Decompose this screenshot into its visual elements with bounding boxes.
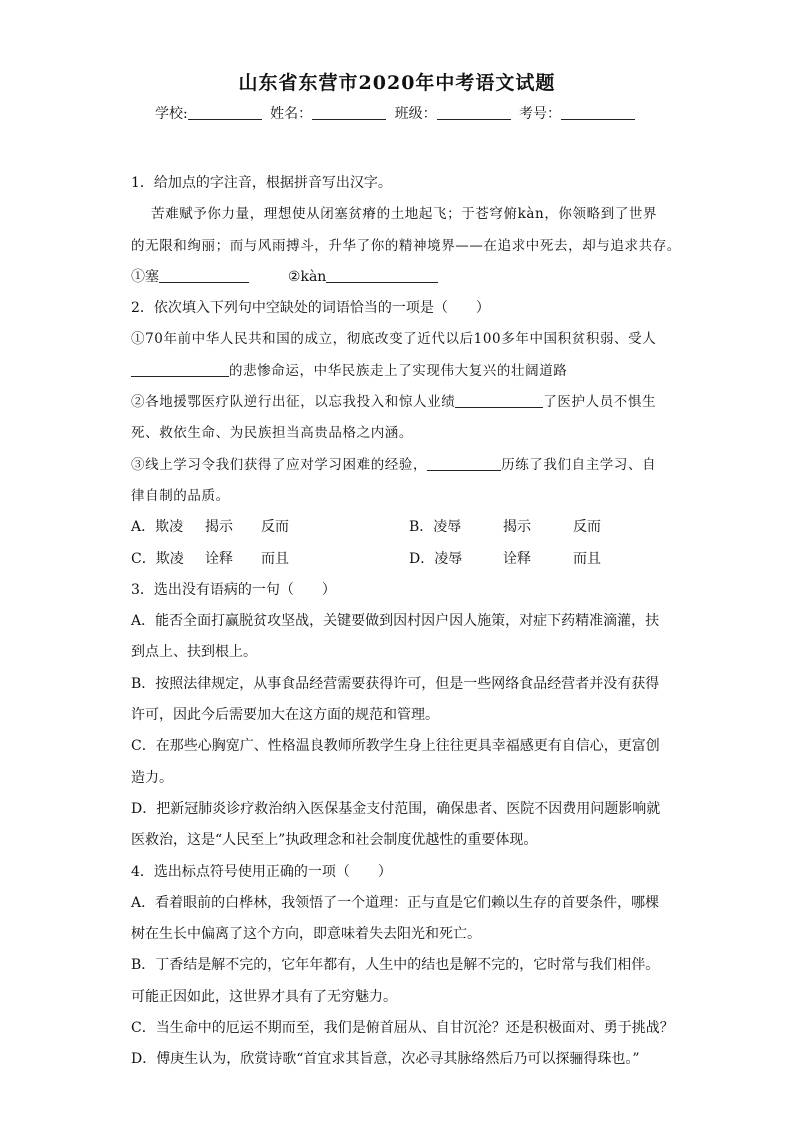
q4-option-d-line1[interactable]: D．傅庚生认为，欣赏诗歌“首宜求其旨意，次必寻其脉络然后乃可以探骊得珠也。” bbox=[131, 1051, 640, 1068]
name-blank[interactable] bbox=[312, 105, 386, 120]
q2-option-d[interactable]: D．凌辱 bbox=[409, 550, 463, 567]
q2-stem: 2．依次填入下列句中空缺处的词语恰当的一项是（ ） bbox=[131, 300, 490, 317]
q2-sentence2-start: ②各地援鄂医疗队逆行出征，以忘我投入和惊人业绩 bbox=[131, 394, 456, 411]
class-blank[interactable] bbox=[437, 105, 511, 120]
number-blank[interactable] bbox=[561, 105, 635, 120]
q1-items bbox=[131, 262, 663, 293]
q1-stem: 1．给加点的字注音，根据拼音写出汉字。 bbox=[131, 175, 392, 191]
q2-options-cd bbox=[131, 544, 663, 575]
name-label: 姓名： bbox=[270, 106, 313, 122]
q2-sentence3-line2: 律自制的品质。 bbox=[131, 487, 230, 504]
q2-blank1[interactable] bbox=[131, 362, 229, 377]
q3-option-b-line1[interactable]: B．按照法律规定，从事食品经营需要获得许可，但是一些网络食品经营者并没有获得 bbox=[131, 675, 660, 692]
q2-option-c-word2: 诠释 bbox=[205, 550, 233, 567]
q2-option-b-word3: 反而 bbox=[573, 519, 601, 536]
q2-sentence2-line2: 死、救依生命、为民族担当高贵品格之内涵。 bbox=[131, 425, 413, 442]
q3-option-c-line2: 造力。 bbox=[131, 769, 173, 786]
q4-option-b-line2: 可能正因如此，这世界才具有了无穷魅力。 bbox=[131, 988, 397, 1005]
q3-option-b-line2: 许可，因此今后需要加大在这方面的规范和管理。 bbox=[131, 707, 439, 724]
q3-option-a-line1[interactable]: A．能否全面打赢脱贫攻坚战，关键要做到因村因户因人施策，对症下药精准滴灌，扶 bbox=[131, 613, 660, 630]
q3-option-a-line2: 到点上、扶到根上。 bbox=[131, 644, 257, 661]
q2-sentence2-rest: 了医护人员不惧生 bbox=[543, 394, 657, 411]
q2-options-ab bbox=[131, 512, 663, 543]
school-blank[interactable] bbox=[188, 105, 262, 120]
q3-option-c-line1[interactable]: C．在那些心胸宽广、性格温良教师所教学生身上往往更具幸福感更有自信心，更富创 bbox=[131, 738, 660, 755]
q1-item1-blank[interactable] bbox=[159, 268, 249, 283]
q3-option-d-line2: 医救治，这是“人民至上”执政理念和社会制度优越性的重要体现。 bbox=[131, 832, 538, 849]
q2-option-c[interactable]: C．欺凌 bbox=[131, 550, 184, 567]
q4-option-a-line1[interactable]: A．看着眼前的白桦林，我领悟了一个道理：正与直是它们赖以生存的首要条件，哪棵 bbox=[131, 894, 660, 911]
q1-item1-label: ①塞 bbox=[131, 268, 159, 285]
q2-option-b-word2: 揭示 bbox=[503, 519, 531, 536]
q2-blank2[interactable] bbox=[455, 393, 543, 408]
number-label: 考号： bbox=[519, 106, 562, 122]
q2-sentence1-line2 bbox=[131, 356, 663, 387]
q3-option-d-line1[interactable]: D．把新冠肺炎诊疗救治纳入医保基金支付范围，确保患者、医院不因费用问题影响就 bbox=[131, 800, 661, 817]
q1-item2-label: ②kàn bbox=[287, 268, 327, 285]
q4-option-b-line1[interactable]: B．丁香结是解不完的，它年年都有，人生中的结也是解不完的，它时常与我们相伴。 bbox=[131, 957, 660, 974]
q1-passage-line1: 苦难赋予你力量，理想使从闭塞贫瘠的土地起飞；于苍穹俯kàn，你领略到了世界 bbox=[151, 206, 658, 223]
page-title: 山东省东营市2020年中考语文试题 bbox=[238, 72, 556, 94]
q2-option-a[interactable]: A．欺凌 bbox=[131, 519, 184, 536]
class-label: 班级： bbox=[394, 106, 437, 122]
q4-stem: 4．选出标点符号使用正确的一项（ ） bbox=[131, 863, 392, 880]
q2-option-a-word2: 揭示 bbox=[205, 519, 233, 536]
q4-option-a-line2: 树在生长中偏离了这个方向，即意味着失去阳光和死亡。 bbox=[131, 926, 481, 943]
question-content bbox=[131, 168, 681, 1076]
q2-sentence3-start: ③线上学习令我们获得了应对学习困难的经验， bbox=[131, 456, 428, 473]
q2-sentence3-line1 bbox=[131, 450, 663, 481]
student-info-line bbox=[0, 103, 794, 123]
q2-option-d-word2: 诠释 bbox=[503, 550, 531, 567]
q4-option-c-line1[interactable]: C．当生命中的厄运不期而至，我们是俯首屈从、自甘沉沦？还是积极面对、勇于挑战？ bbox=[131, 1020, 674, 1037]
q2-sentence1-rest: 的悲惨命运，中华民族走上了实现伟大复兴的壮阔道路 bbox=[229, 362, 568, 379]
q2-option-a-word3: 反而 bbox=[261, 519, 289, 536]
q3-stem: 3．选出没有语病的一句（ ） bbox=[131, 581, 336, 598]
q2-option-d-word3: 而且 bbox=[573, 550, 601, 567]
q2-option-b[interactable]: B．凌辱 bbox=[409, 519, 462, 536]
q2-sentence2-line1 bbox=[131, 387, 663, 418]
q2-sentence3-rest: 历练了我们自主学习、自 bbox=[501, 456, 657, 473]
q1-item2-blank[interactable] bbox=[326, 268, 438, 283]
q2-sentence1-line1: ①70年前中华人民共和国的成立，彻底改变了近代以后100多年中国积贫积弱、受人 bbox=[131, 331, 657, 348]
q2-option-c-word3: 而且 bbox=[261, 550, 289, 567]
school-label: 学校: bbox=[154, 106, 188, 122]
q1-passage-line2: 的无限和绚丽；而与风雨搏斗，升华了你的精神境界——在追求中死去，却与追求共存。 bbox=[131, 237, 681, 254]
q2-blank3[interactable] bbox=[427, 456, 501, 471]
